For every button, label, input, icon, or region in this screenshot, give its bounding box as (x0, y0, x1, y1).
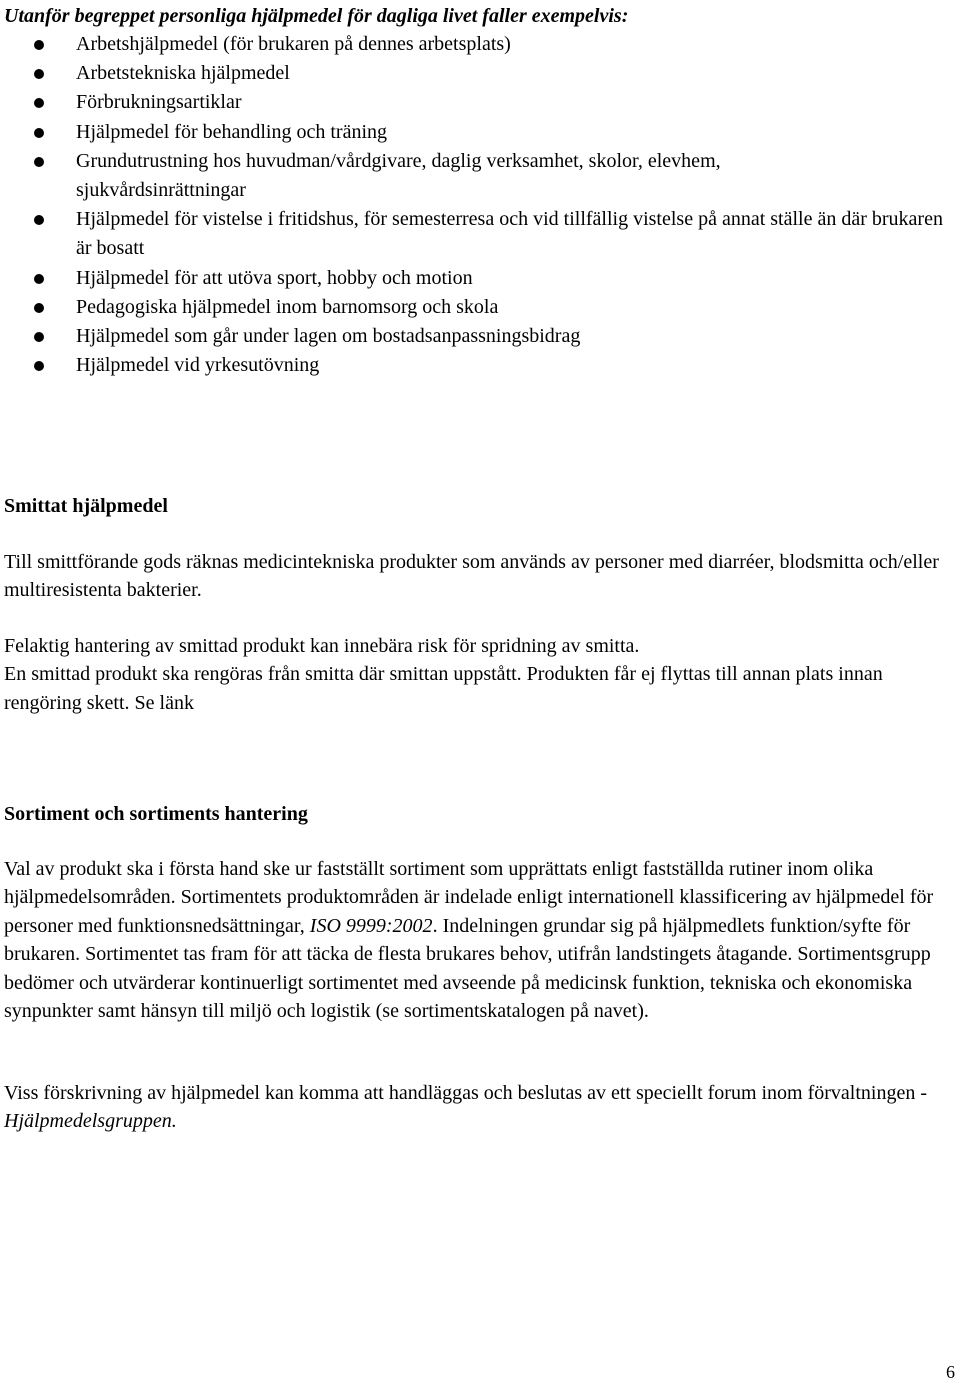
exclusion-list (0, 30, 950, 380)
list-item: Hjälpmedel vid yrkesutövning (0, 351, 950, 380)
list-item: Förbrukningsartiklar (0, 88, 950, 117)
page-number: 6 (946, 1362, 955, 1382)
paragraph: Val av produkt ska i första hand ske ur fastställt sortiment som upprättats enligt fastställda rutiner inom olika hjälpmedelsområden. Sortimentets produktområden är indelade enligt internationell klassificering av hjälpmedel för personer med funktionsnedsättningar, ISO 9999:2002. Indelningen grundar sig på hjälpmedlets funktion/syfte för brukaren. Sortimentet tas fram för att täcka de flesta brukares behov, utifrån landstingets åtagande. Sortimentsgrupp bedömer och utvärderar kontinuerligt sortimentet med avseende på medicinsk funktion, tekniska och ekonomiska synpunkter samt hänsyn till miljö och logistik (se sortimentskatalogen på navet). (4, 858, 934, 1023)
bullet-icon (34, 98, 44, 108)
bullet-icon (34, 69, 44, 79)
bullet-icon (34, 361, 44, 371)
list-item: Arbetstekniska hjälpmedel (0, 59, 950, 88)
bullet-icon (34, 40, 44, 50)
list-item: Hjälpmedel som går under lagen om bostadsanpassningsbidrag (0, 322, 950, 351)
bullet-icon (34, 274, 44, 284)
group-name: Hjälpmedelsgruppen. (4, 1110, 177, 1133)
paragraph: Till smittförande gods räknas medicintekniska produkter som används av personer med diarréer, blodsmitta och/eller multiresistenta bakterier. (4, 551, 939, 602)
list-item: Hjälpmedel för att utöva sport, hobby och motion (0, 264, 950, 293)
paragraph: Felaktig hantering av smittad produkt kan innebära risk för spridning av smitta. En smittad produkt ska rengöras från smitta där smittan uppstått. Produkten får ej flyttas till annan plats innan rengöring skett. Se länk (4, 635, 883, 714)
standard-reference: ISO 9999:2002 (309, 914, 433, 937)
list-item: Hjälpmedel för behandling och träning (0, 118, 950, 147)
bullet-icon (34, 332, 44, 342)
section-heading-sortiment: Sortiment och sortiments hantering (4, 803, 308, 825)
bullet-icon (34, 303, 44, 313)
bullet-icon (34, 157, 44, 167)
list-item: Hjälpmedel för vistelse i fritidshus, för semesterresa och vid tillfällig vistelse på annat ställe än där brukaren är bosatt (0, 205, 950, 263)
list-item: Arbetshjälpmedel (för brukaren på dennes arbetsplats) (0, 30, 950, 59)
section-heading-smittat: Smittat hjälpmedel (4, 495, 168, 517)
list-item: Pedagogiska hjälpmedel inom barnomsorg och skola (0, 293, 950, 322)
intro-heading: Utanför begreppet personliga hjälpmedel för dagliga livet faller exempelvis: (4, 5, 629, 27)
list-item: Grundutrustning hos huvudman/vårdgivare, daglig verksamhet, skolor, elevhem, sjukvårdsinrättningar (0, 147, 796, 205)
paragraph: Viss förskrivning av hjälpmedel kan komma att handläggas och beslutas av ett speciellt forum inom förvaltningen - Hjälpmedelsgruppen. (4, 1082, 928, 1133)
bullet-icon (34, 215, 44, 225)
bullet-icon (34, 128, 44, 138)
